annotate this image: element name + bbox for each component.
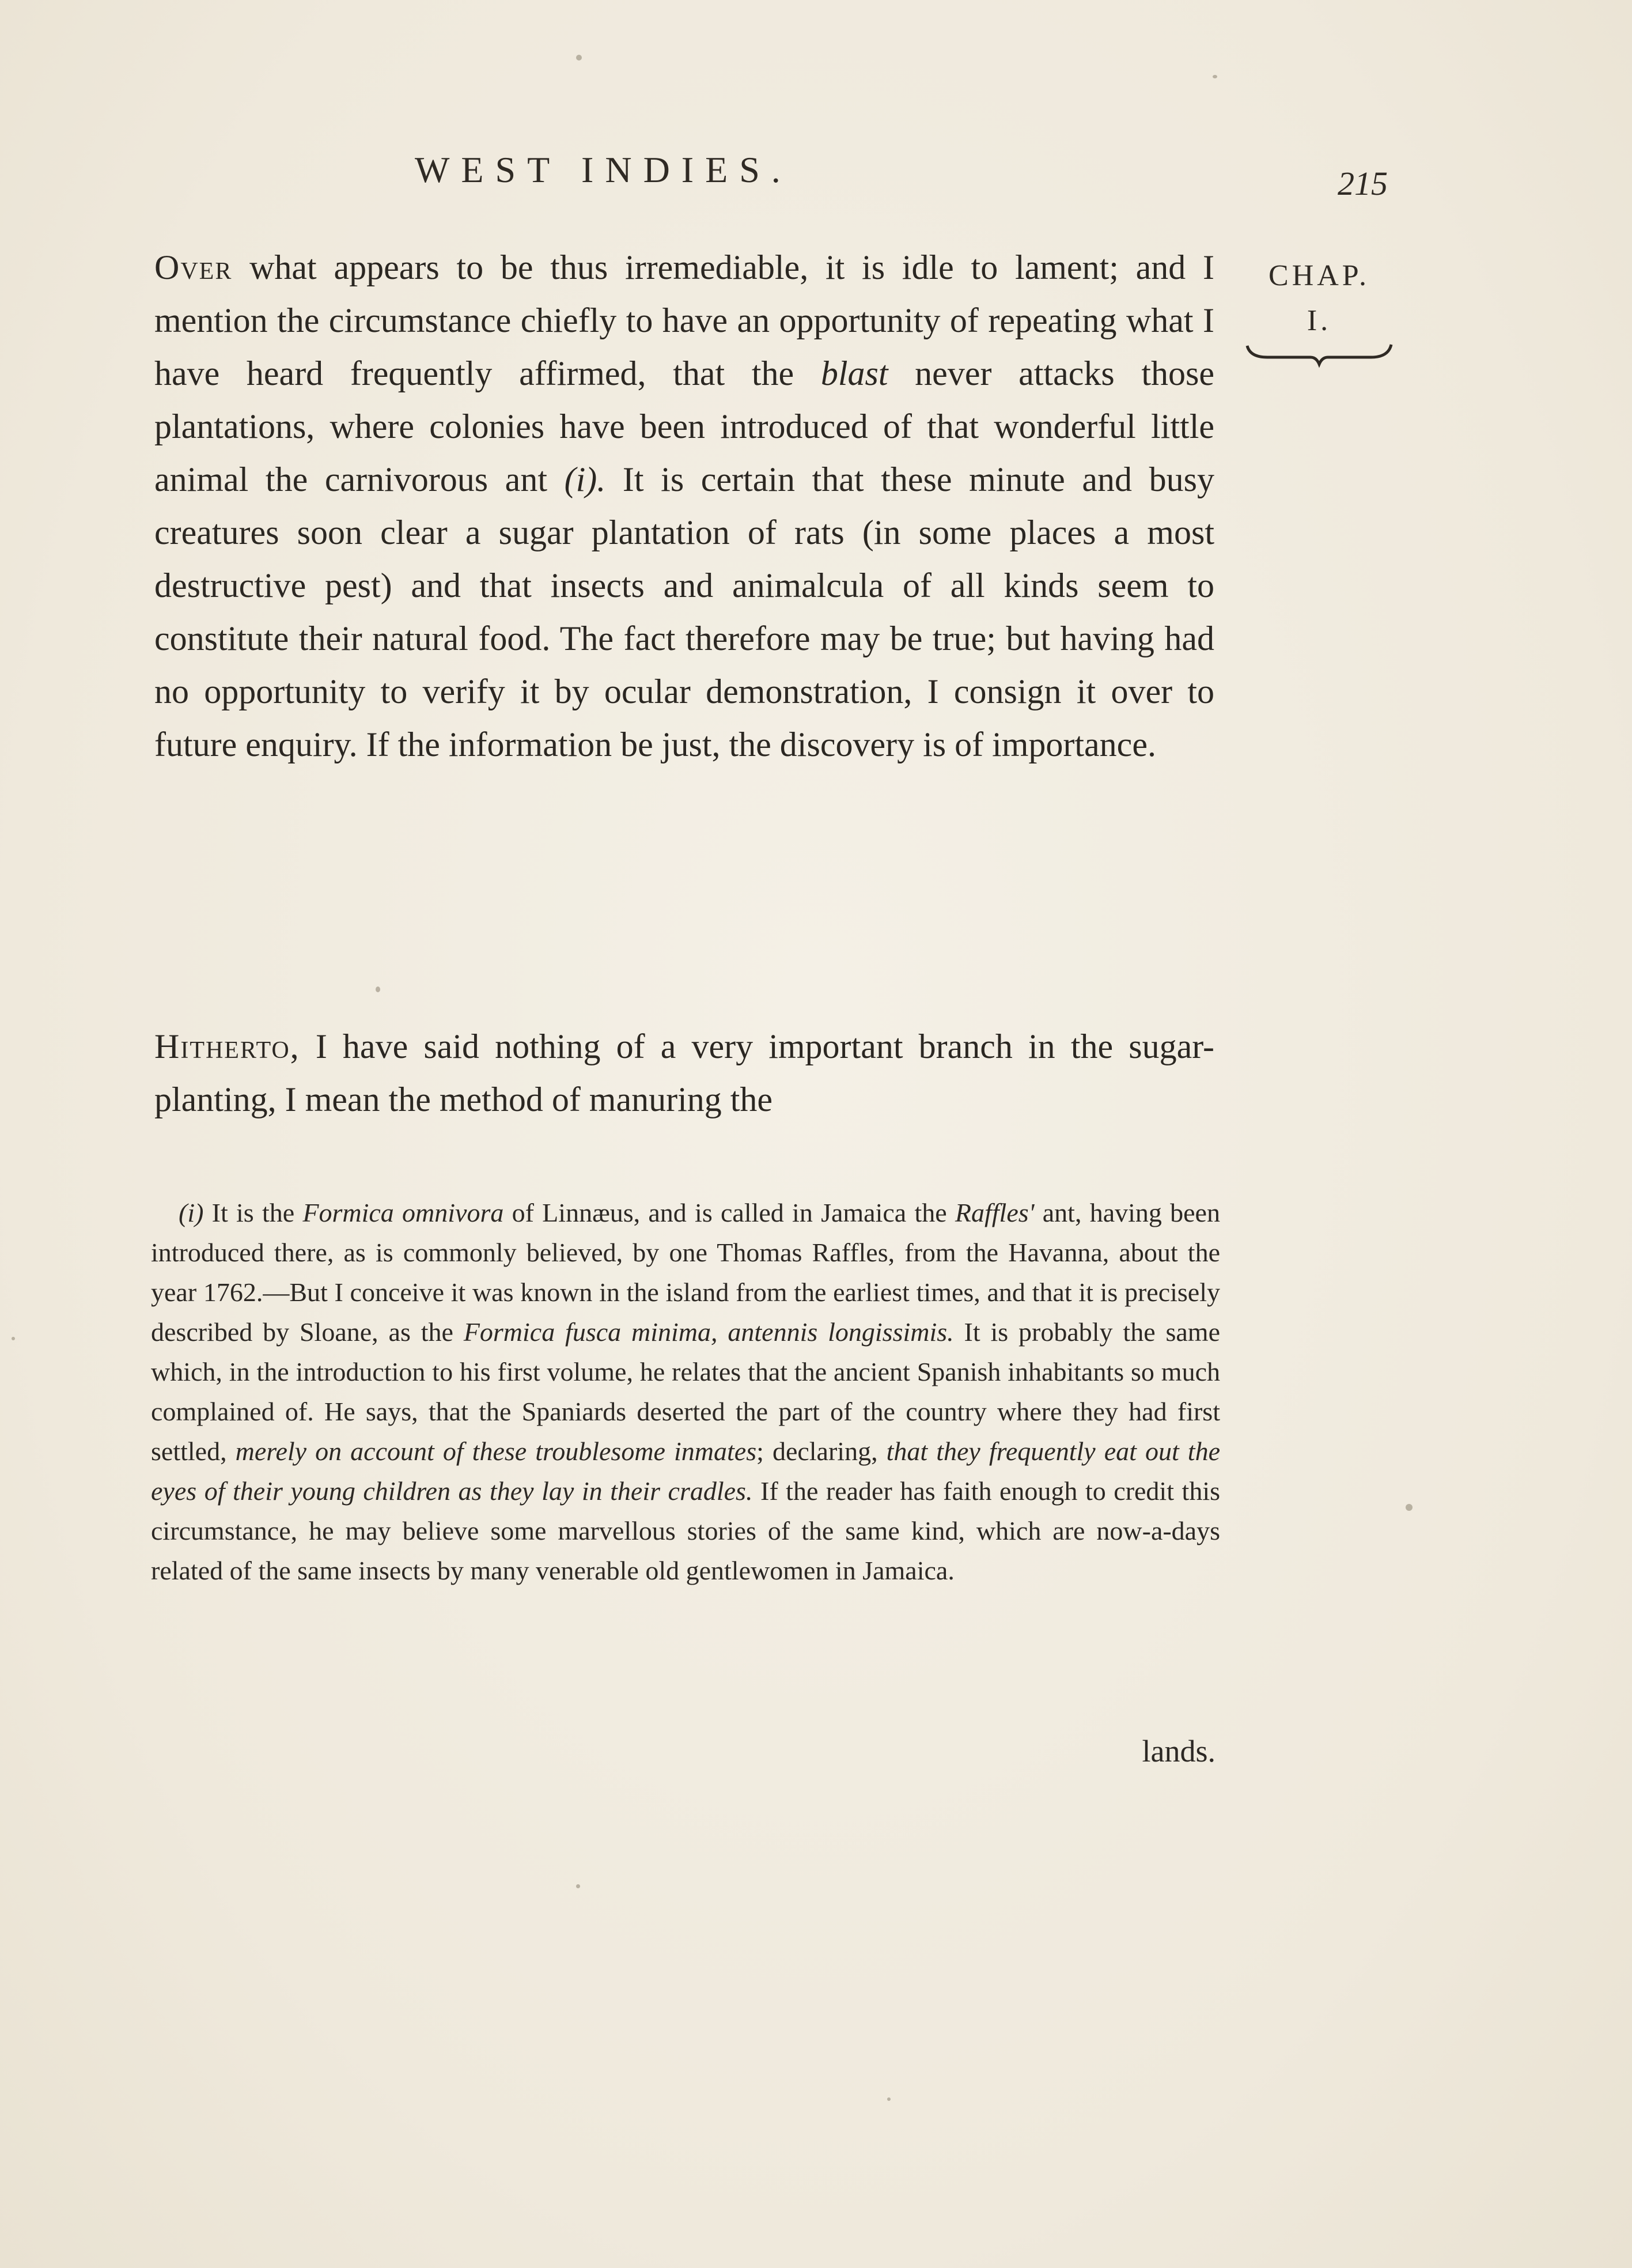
running-head: WEST INDIES.: [415, 149, 792, 190]
footnote-marker: (i): [179, 1198, 204, 1227]
paper-speck: [576, 1884, 580, 1888]
footnote-text: of Linnæus, and is called in Jamaica the: [503, 1198, 955, 1227]
footnote-text: It is probably the same which, in the introduction to his first volume, he relates that the ancient Spanish inhabitants so much complained of. He says, that the Spaniards deserted the part of the country where they had first settled,: [151, 1317, 1220, 1466]
paper-speck: [576, 55, 582, 61]
paragraph-text: what appears to be thus irremediable, it is idle to lament; and I mention the circumstance chiefly to have an opportunity of repeating what I have heard frequently affirmed, that the: [154, 248, 1214, 392]
footnote-reference: (i).: [564, 460, 606, 498]
paragraph-text: I have said nothing of a very important branch in the sugar-planting, I mean the method of manuring the: [154, 1027, 1214, 1118]
footnote-text: ant, having been introduced there, as is commonly believed, by one Thomas Raffles, from the Havanna, about the year 1762.—But I conceive it was known in the island from the earliest times, and that it is precisely described by Sloane, as the: [151, 1198, 1220, 1347]
body-paragraph-2: [154, 1020, 1214, 1126]
margin-chapter-note: [1239, 254, 1400, 343]
paragraph-text: never attacks those plantations, where colonies have been introduced of that wonderful little animal the carnivorous ant: [154, 354, 1214, 498]
body-paragraph-1: [154, 241, 1214, 771]
footnote-text: It is the: [203, 1198, 303, 1227]
paper-speck: [376, 986, 380, 992]
footnote-italic: Formica fusca minima, antennis longissimis.: [463, 1317, 954, 1347]
paper-speck: [1213, 75, 1217, 78]
paper-speck: [12, 1337, 15, 1340]
chapter-label: CHAP.: [1269, 259, 1370, 292]
footnote-text: ; declaring,: [756, 1437, 887, 1466]
chapter-number: I.: [1307, 304, 1332, 337]
paper-speck: [887, 2097, 891, 2101]
footnote-italic: Formica omnivora: [302, 1198, 504, 1227]
catchword: lands.: [1142, 1734, 1216, 1768]
footnote-text: If the reader has faith enough to credit this circumstance, he may believe some marvellous stories of the same kind, which are now-a-days related of the same insects by many venerable old gentlewomen in Jamaica.: [151, 1476, 1220, 1585]
brace-ornament: [1244, 340, 1394, 369]
paragraph-lead-word: Hitherto,: [154, 1027, 300, 1065]
footnote-italic: merely on account of these troublesome inmates: [235, 1437, 757, 1466]
paragraph-lead-word: Over: [154, 248, 233, 286]
paper-speck: [1406, 1504, 1413, 1511]
footnote: [151, 1193, 1220, 1590]
footnote-italic: Raffles': [955, 1198, 1035, 1227]
page-number: 215: [1338, 165, 1388, 202]
paragraph-text: It is certain that these minute and busy creatures soon clear a sugar plantation of rats (in some places a most destructive pest) and that insects and animalcula of all kinds seem to constitute their natural food. The fact therefore may be true; but having had no opportunity to verify it by ocular demonstration, I consign it over to future enquiry. If the information be just, the discovery is of importance.: [154, 460, 1214, 763]
footnote-italic: that they frequently eat out the eyes of their young children as they lay in their cradles.: [151, 1437, 1221, 1506]
italic-term: blast: [820, 354, 888, 392]
